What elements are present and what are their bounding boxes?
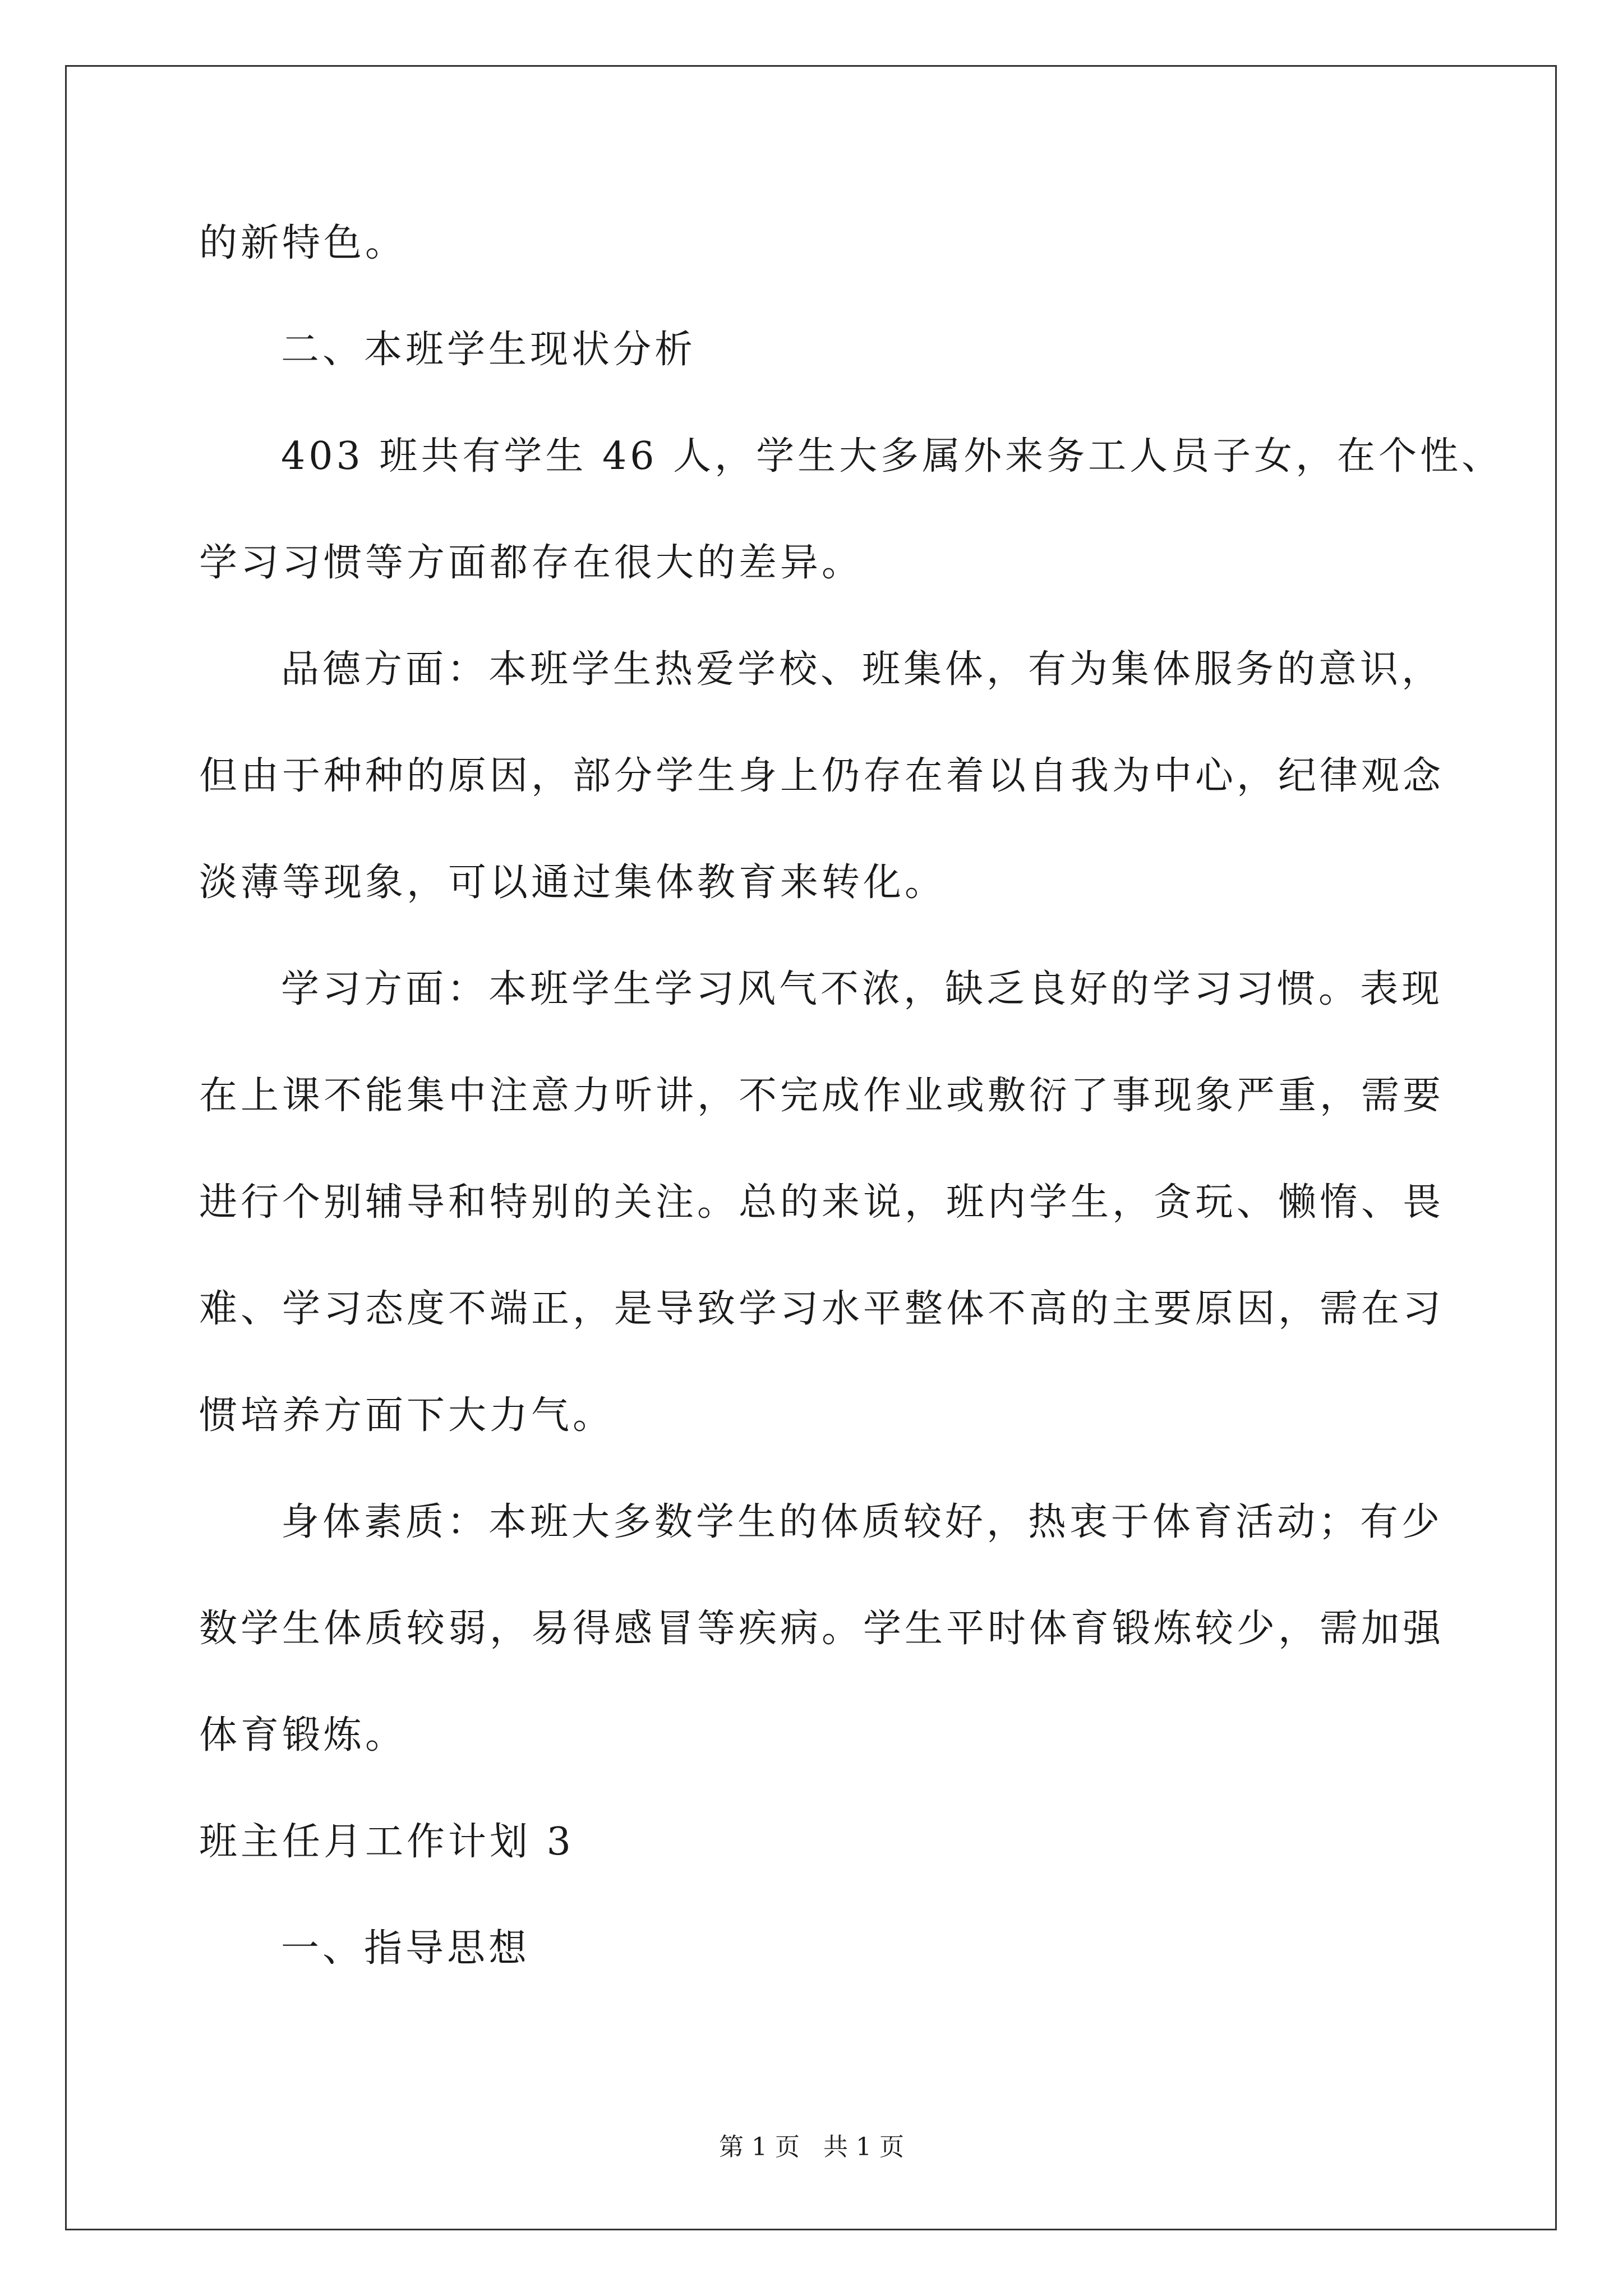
text-line: 惯培养方面下大力气。 [199, 1393, 615, 1438]
text-line: 403 班共有学生 46 人，学生大多属外来务工人员子女，在个性、 [281, 434, 1504, 478]
page-border [65, 65, 1557, 2230]
section-heading: 一、指导思想 [281, 1926, 531, 1971]
page-number: 第 1 页 [719, 2133, 800, 2161]
section-heading: 二、本班学生现状分析 [281, 328, 697, 372]
text-line: 进行个别辅导和特别的关注。总的来说，班内学生，贪玩、懒惰、畏 [199, 1180, 1445, 1225]
text-line: 但由于种种的原因，部分学生身上仍存在着以自我为中心，纪律观念 [199, 754, 1445, 798]
text-line: 淡薄等现象，可以通过集体教育来转化。 [199, 861, 947, 905]
document-title: 班主任月工作计划 3 [199, 1820, 574, 1864]
text-line: 数学生体质较弱，易得感冒等疾病。学生平时体育锻炼较少，需加强 [199, 1607, 1445, 1651]
text-line: 在上课不能集中注意力听讲，不完成作业或敷衍了事现象严重，需要 [199, 1074, 1445, 1118]
text-line: 品德方面：本班学生热爱学校、班集体，有为集体服务的意识， [281, 647, 1444, 692]
page-footer [0, 2135, 1623, 2160]
text-line: 体育锻炼。 [199, 1713, 407, 1757]
text-line: 学习方面：本班学生学习风气不浓，缺乏良好的学习习惯。表现 [281, 967, 1444, 1011]
text-line: 的新特色。 [199, 221, 407, 265]
text-line: 难、学习态度不端正，是导致学习水平整体不高的主要原因，需在习 [199, 1287, 1445, 1331]
text-line: 学习习惯等方面都存在很大的差异。 [199, 541, 864, 585]
page-total: 共 1 页 [823, 2133, 904, 2161]
text-line: 身体素质：本班大多数学生的体质较好，热衷于体育活动；有少 [281, 1500, 1444, 1544]
